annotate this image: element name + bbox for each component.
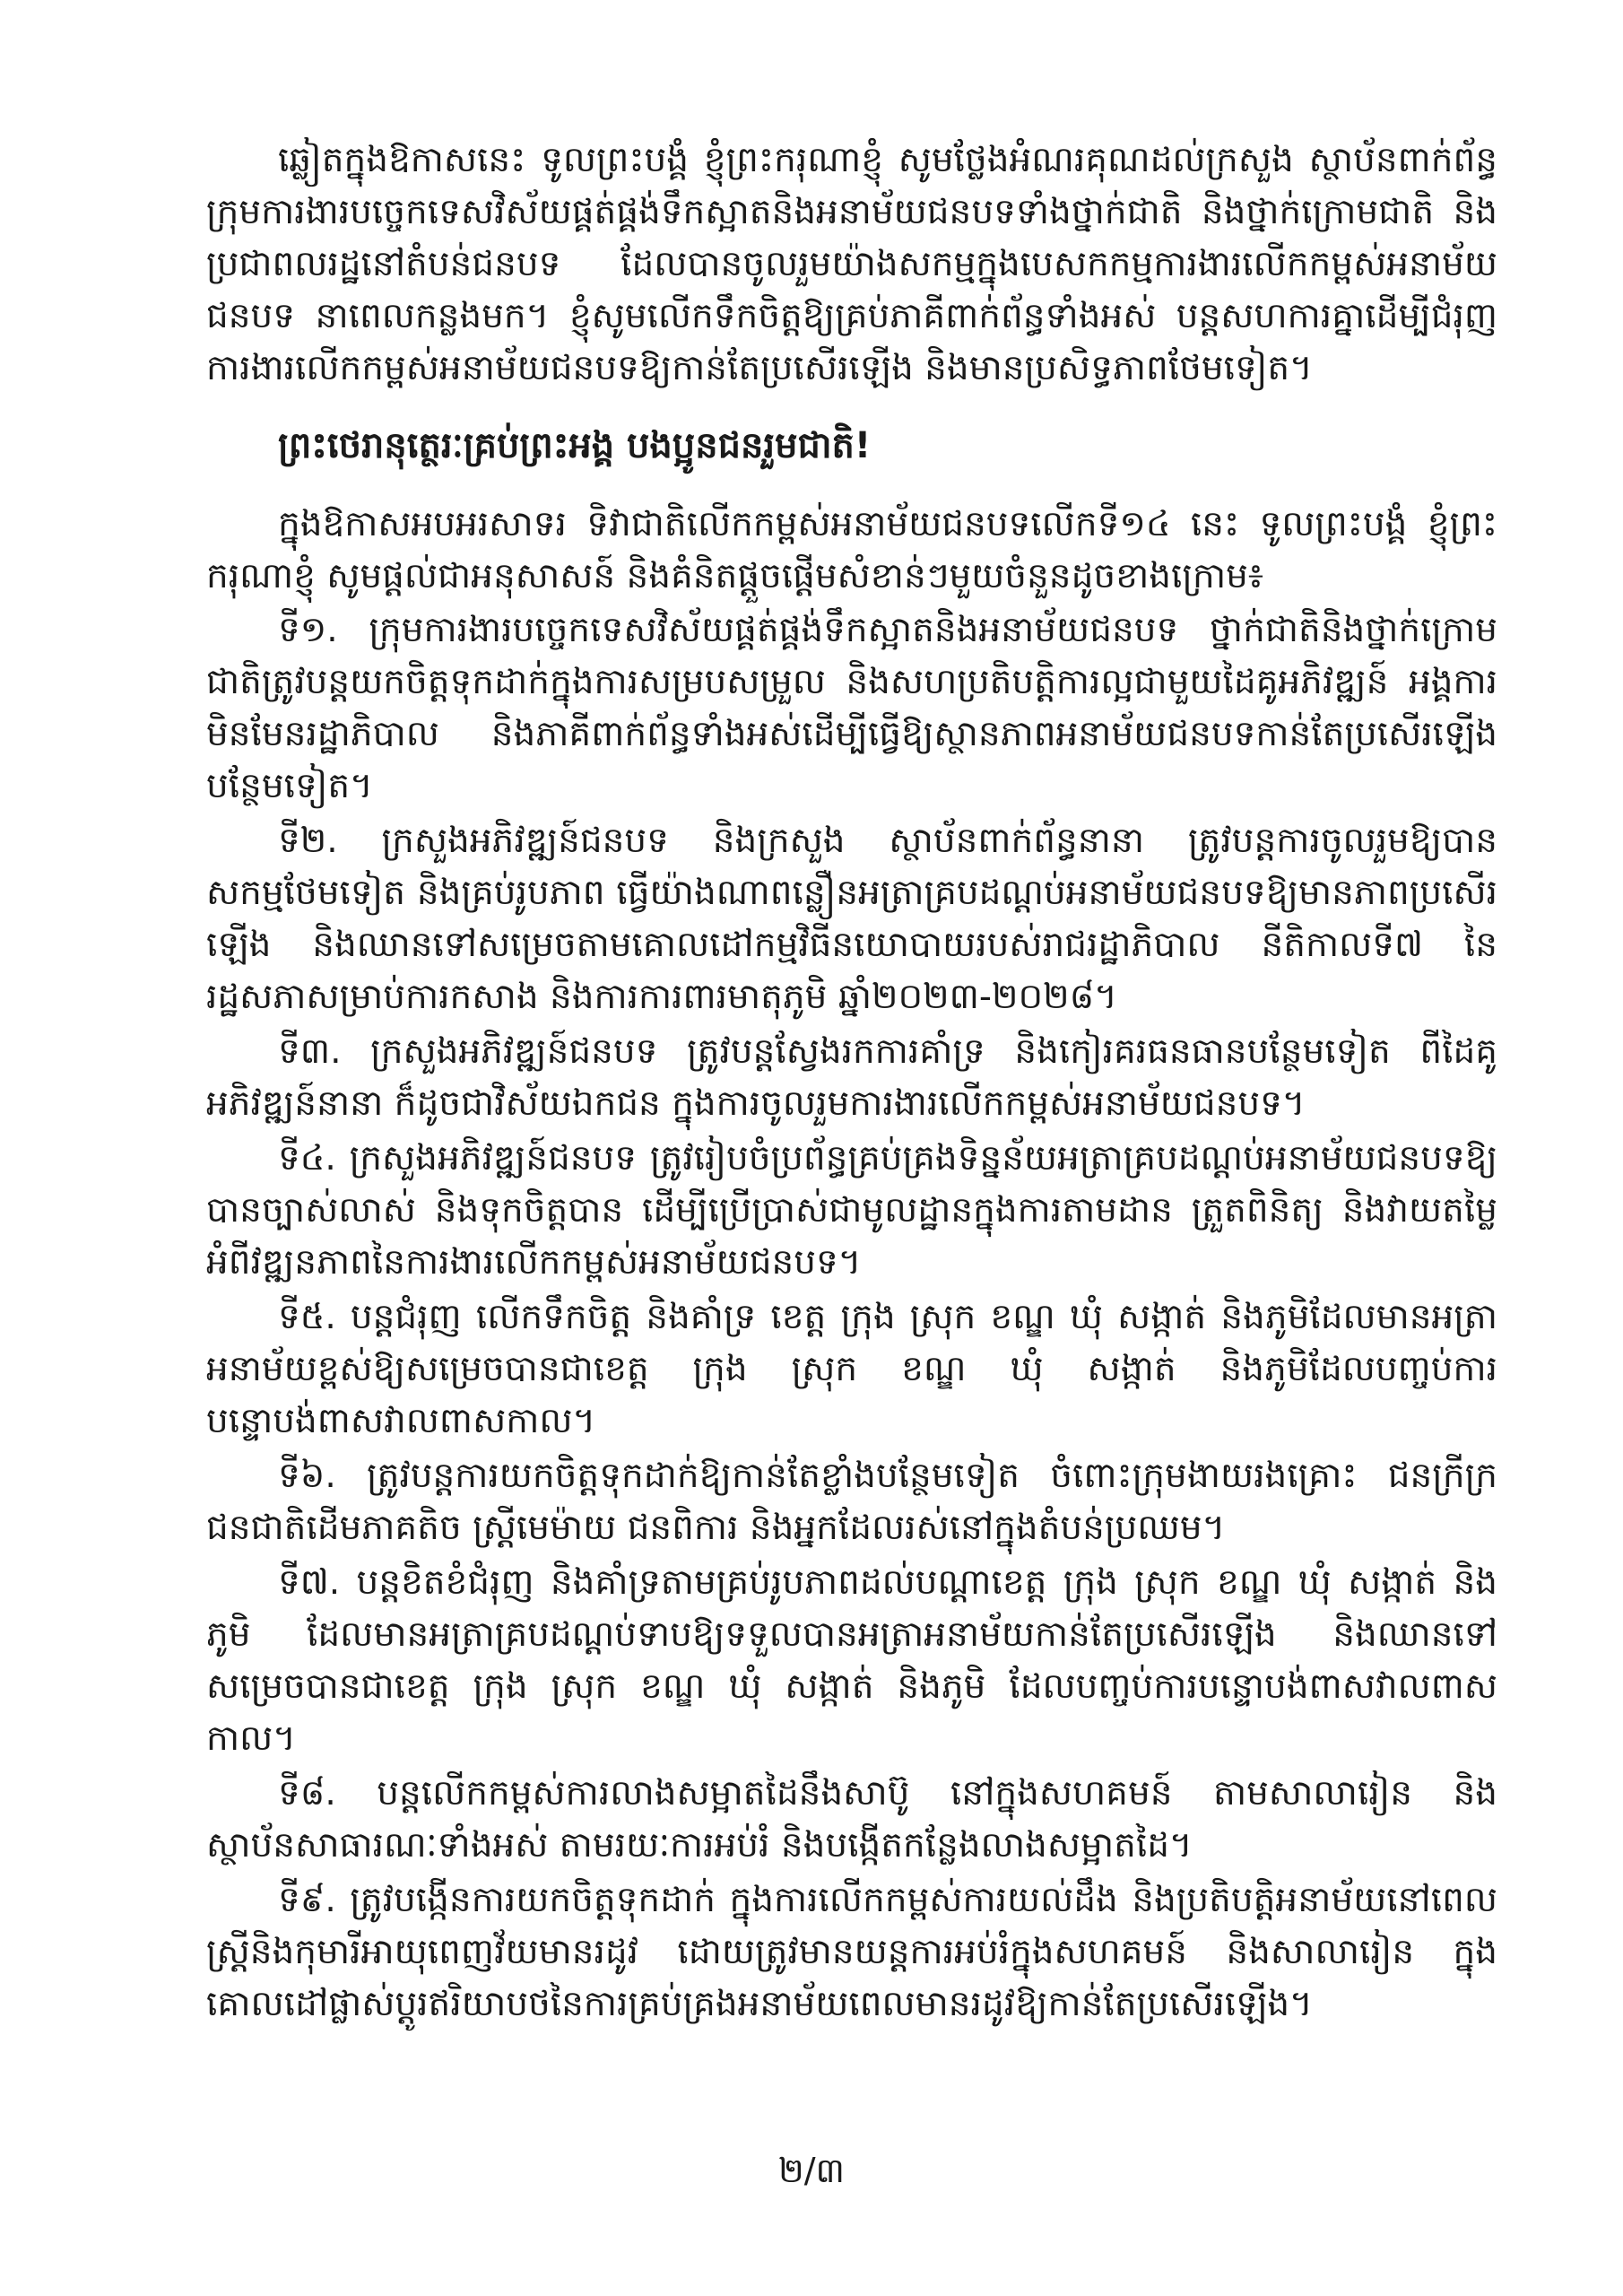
recommendation-item: ទី៣. ក្រសួងអភិវឌ្ឍន៍ជនបទ ត្រូវបន្តស្វែងរកការគាំទ្រ និងកៀរគរធនធានបន្ថែមទៀត ពីដៃគូអភិវឌ្ឍន៍នានា ក៏ដូចជាវិស័យឯកជន ក្នុងការចូលរួមការងារលើកកម្ពស់អនាម័យជនបទ។ bbox=[206, 1031, 1497, 1124]
recommendation-item: ទី៨. បន្តលើកកម្ពស់ការលាងសម្អាតដៃនឹងសាប៊ូ នៅក្នុងសហគមន៍ តាមសាលារៀន និងស្ថាប័នសាធារណៈទាំងអស់ តាមរយៈការអប់រំ និងបង្កើតកន្លែងលាងសម្អាតដៃ។ bbox=[206, 1773, 1497, 1866]
recommendation-item: ទី៤. ក្រសួងអភិវឌ្ឍន៍ជនបទ ត្រូវរៀបចំប្រព័ន្ធគ្រប់គ្រងទិន្នន័យអត្រាគ្របដណ្ដប់អនាម័យជនបទឱ្យបានច្បាស់លាស់ និងទុកចិត្តបាន ដើម្បីប្រើប្រាស់ជាមូលដ្ឋានក្នុងការតាមដាន ត្រួតពិនិត្យ និងវាយតម្លៃអំពីវឌ្ឍនភាពនៃការងារលើកកម្ពស់អនាម័យជនបទ។ bbox=[206, 1138, 1497, 1283]
recommendation-item: ទី៧. បន្តខិតខំជំរុញ និងគាំទ្រតាមគ្រប់រូបភាពដល់បណ្ដាខេត្ត ក្រុង ស្រុក ខណ្ឌ ឃុំ សង្កាត់ និងភូមិ ដែលមានអត្រាគ្របដណ្ដប់ទាបឱ្យទទួលបានអត្រាអនាម័យកាន់តែប្រសើរឡើង និងឈានទៅសម្រេចបានជាខេត្ត ក្រុង ស្រុក ខណ្ឌ ឃុំ សង្កាត់ និងភូមិ ដែលបញ្ចប់ការបន្ទោបង់ពាសវាលពាសកាល។ bbox=[206, 1562, 1497, 1759]
recommendation-item: ទី៦. ត្រូវបន្តការយកចិត្តទុកដាក់ឱ្យកាន់តែខ្លាំងបន្ថែមទៀត ចំពោះក្រុមងាយរងគ្រោះ ជនក្រីក្រ ជនជាតិដើមភាគតិច ស្ត្រីមេម៉ាយ ជនពិការ និងអ្នកដែលរស់នៅក្នុងតំបន់ប្រឈម។ bbox=[206, 1456, 1497, 1548]
opening-paragraph: ឆ្លៀតក្នុងឱកាសនេះ ទូលព្រះបង្គំ ខ្ញុំព្រះករុណាខ្ញុំ សូមថ្លែងអំណរគុណដល់ក្រសួង ស្ថាប័នពាក់ព័ន្ធ ក្រុមការងារបច្ចេកទេសវិស័យផ្គត់ផ្គង់ទឹកស្អាតនិងអនាម័យជនបទទាំងថ្នាក់ជាតិ និងថ្នាក់ក្រោមជាតិ និងប្រជាពលរដ្ឋនៅតំបន់ជនបទ ដែលបានចូលរួមយ៉ាងសកម្មក្នុងបេសកកម្មការងារលើកកម្ពស់អនាម័យជនបទ នាពេលកន្លងមក។ ខ្ញុំសូមលើកទឹកចិត្តឱ្យគ្រប់ភាគីពាក់ព័ន្ធទាំងអស់ បន្តសហការគ្នាដើម្បីជំរុញការងារលើកកម្ពស់អនាម័យជនបទឱ្យកាន់តែប្រសើរឡើង និងមានប្រសិទ្ធភាពថែមទៀត។ bbox=[206, 140, 1497, 388]
recommendation-item: ទី៩. ត្រូវបង្កើនការយកចិត្តទុកដាក់ ក្នុងការលើកកម្ពស់ការយល់ដឹង និងប្រតិបត្តិអនាម័យនៅពេលស្ត្រីនិងកុមារីអាយុពេញវ័យមានរដូវ ដោយត្រូវមានយន្តការអប់រំក្នុងសហគមន៍ និងសាលារៀន ក្នុងគោលដៅផ្លាស់ប្ដូរឥរិយាបថនៃការគ្រប់គ្រងអនាម័យពេលមានរដូវឱ្យកាន់តែប្រសើរឡើង។ bbox=[206, 1880, 1497, 2024]
recommendations-list bbox=[206, 604, 1497, 2031]
recommendation-item: ទី១. ក្រុមការងារបច្ចេកទេសវិស័យផ្គត់ផ្គង់ទឹកស្អាតនិងអនាម័យជនបទ ថ្នាក់ជាតិនិងថ្នាក់ក្រោមជាតិត្រូវបន្តយកចិត្តទុកដាក់ក្នុងការសម្របសម្រួល និងសហប្រតិបត្តិការល្អជាមួយដៃគូអភិវឌ្ឍន៍ អង្គការមិនមែនរដ្ឋាភិបាល និងភាគីពាក់ព័ន្ធទាំងអស់ដើម្បីធ្វើឱ្យស្ថានភាពអនាម័យជនបទកាន់តែប្រសើរឡើងបន្ថែមទៀត។ bbox=[206, 610, 1497, 806]
salutation-heading: ព្រះថេរានុត្ថេរៈគ្រប់ព្រះអង្គ បងប្អូនជនរួមជាតិ! bbox=[278, 425, 872, 466]
recommendation-item: ទី៥. បន្តជំរុញ លើកទឹកចិត្ត និងគាំទ្រ ខេត្ត ក្រុង ស្រុក ខណ្ឌ ឃុំ សង្កាត់ និងភូមិដែលមានអត្រាអនាម័យខ្ពស់ឱ្យសម្រេចបានជាខេត្ត ក្រុង ស្រុក ខណ្ឌ ឃុំ សង្កាត់ និងភូមិដែលបញ្ចប់ការបន្ទោបង់ពាសវាលពាសកាល។ bbox=[206, 1297, 1497, 1441]
recommendation-item: ទី២. ក្រសួងអភិវឌ្ឍន៍ជនបទ និងក្រសួង ស្ថាប័នពាក់ព័ន្ធនានា ត្រូវបន្តការចូលរួមឱ្យបានសកម្មថែមទៀត និងគ្រប់រូបភាព ធ្វើយ៉ាងណាពន្លឿនអត្រាគ្របដណ្ដប់អនាម័យជនបទឱ្យមានភាពប្រសើរឡើង និងឈានទៅសម្រេចតាមគោលដៅកម្មវិធីនយោបាយរបស់រាជរដ្ឋាភិបាល នីតិកាលទី៧ នៃរដ្ឋសភាសម្រាប់ការកសាង និងការការពារមាតុភូមិ ឆ្នាំ២០២៣-២០២៨។ bbox=[206, 821, 1497, 1017]
page-number: ២/៣ bbox=[777, 2151, 846, 2190]
intro-paragraph: ក្នុងឱកាសអបអរសាទរ ទិវាជាតិលើកកម្ពស់អនាម័យជនបទលើកទី១៤ នេះ ទូលព្រះបង្គំ ខ្ញុំព្រះករុណាខ្ញុំ សូមផ្ដល់ជាអនុសាសន៍ និងគំនិតផ្ដួចផ្ដើមសំខាន់ៗមួយចំនួនដូចខាងក្រោម៖ bbox=[206, 504, 1497, 596]
